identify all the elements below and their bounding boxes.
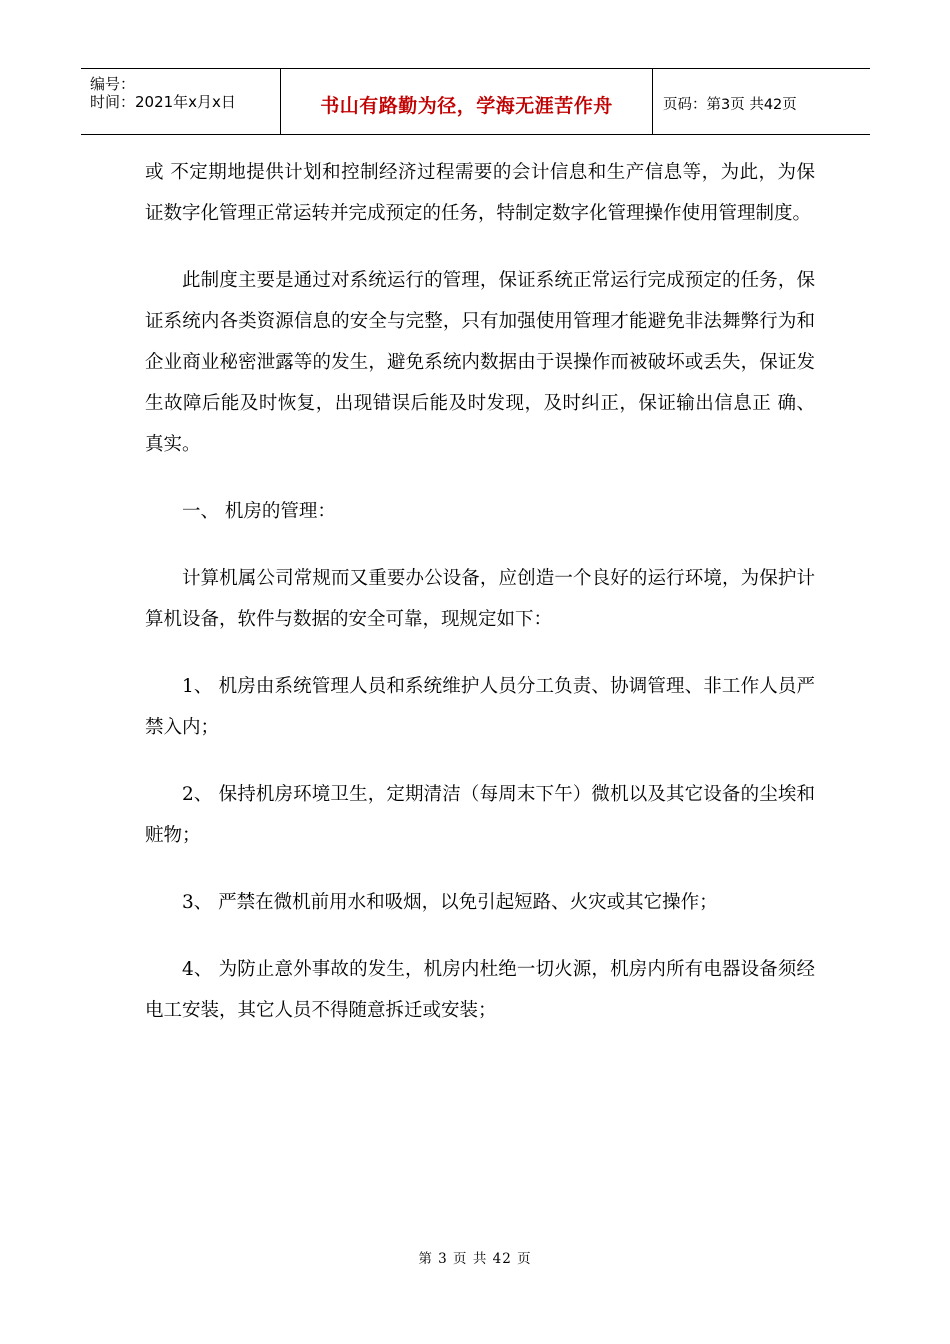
header-motto: 书山有路勤为径，学海无涯苦作舟	[320, 95, 613, 117]
header-motto-cell	[281, 69, 653, 134]
document-header	[81, 68, 870, 135]
page-footer: 第 3 页 共 42 页	[418, 1251, 532, 1267]
header-page-cell	[653, 69, 870, 134]
header-page-info: 页码：第3页 共42页	[663, 97, 797, 113]
header-meta-cell	[81, 69, 281, 134]
document-number-label: 编号：	[90, 75, 136, 93]
list-item: 3、 严禁在微机前用水和吸烟，以免引起短路、火灾或其它操作；	[182, 892, 718, 913]
paragraph: 此制度主要是通过对系统运行的管理，保证系统正常运行完成预定的任务，保证系统内各类资源信息的安全与完整，只有加强使用管理才能避免非法舞弊行为和企业商业秘密泄露等的发生，避免系统内数据由于误操作而被破坏或丢失，保证发生故障后能及时恢复，出现错误后能及时发现，及时纠正，保证输出信息正 确、真实。	[145, 270, 815, 455]
section-heading: 一、 机房的管理：	[182, 501, 336, 522]
list-item: 4、 为防止意外事故的发生，机房内杜绝一切火源，机房内所有电器设备须经电工安装，其它人员不得随意拆迁或安装；	[145, 959, 815, 1021]
document-body	[145, 152, 815, 1031]
paragraph: 计算机属公司常规而又重要办公设备，应创造一个良好的运行环境，为保护计算机设备，软件与数据的安全可靠，现规定如下：	[145, 568, 815, 630]
list-item: 1、 机房由系统管理人员和系统维护人员分工负责、协调管理、非工作人员严禁入内；	[145, 676, 815, 738]
list-item: 2、 保持机房环境卫生，定期清洁（每周末下午）微机以及其它设备的尘埃和赃物；	[145, 784, 815, 846]
paragraph: 或 不定期地提供计划和控制经济过程需要的会计信息和生产信息等，为此，为保证数字化管理正常运转并完成预定的任务，特制定数字化管理操作使用管理制度。	[145, 162, 815, 224]
document-time-label: 时间：2021年x月x日	[90, 93, 236, 111]
